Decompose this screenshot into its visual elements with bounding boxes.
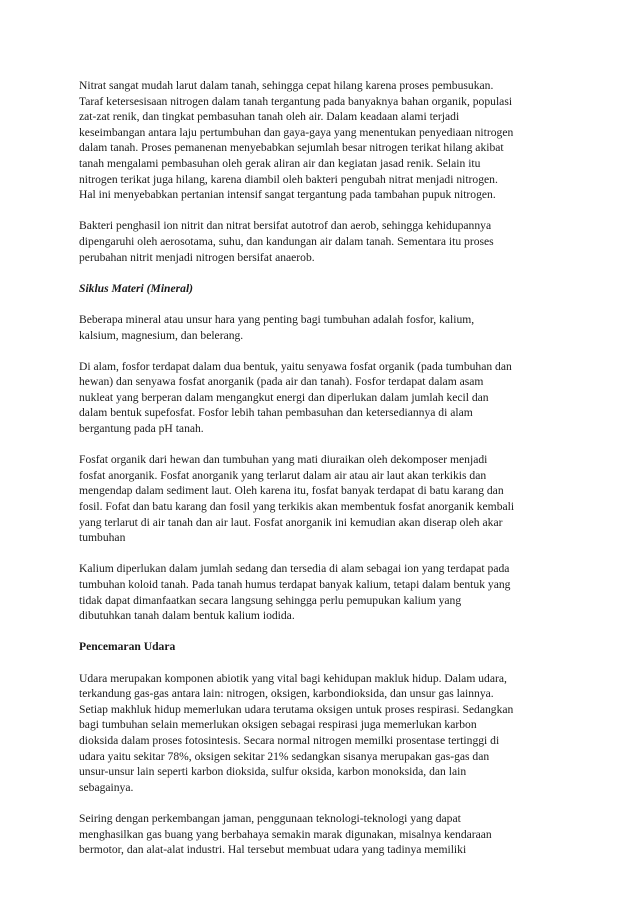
paragraph-nitrat: Nitrat sangat mudah larut dalam tanah, sehingga cepat hilang karena proses pembusukan. Taraf ketersesisaan nitrogen dalam tanah tergantung pada banyaknya bahan organik, populasi zat-zat renik, dan tingkat pembasuhan tanah oleh air. Dalam keadaan alami terjadi keseimbangan antara laju pertumbuhan dan gaya-gaya yang menentukan penyediaan nitrogen dalam tanah. Proses pemanenan menyebabkan sejumlah besar nitrogen terikat hilang akibat tanah mengalami pembasuhan oleh gerak aliran air dan kegiatan jasad renik. Selain itu nitrogen terikat juga hilang, karena diambil oleh bakteri pengubah nitrat menjadi nitrogen. Hal ini menyebabkan pertanian intensif sangat tergantung pada tambahan pupuk nitrogen. [79, 79, 514, 202]
paragraph-udara: Udara merupakan komponen abiotik yang vital bagi kehidupan makluk hidup. Dalam udara, terkandung gas-gas antara lain: nitrogen, oksigen, karbondioksida, dan unsur gas lainnya. Setiap makhluk hidup memerlukan udara terutama oksigen untuk proses respirasi. Sedangkan bagi tumbuhan selain memerlukan oksigen sebagai respirasi juga memerlukan karbon dioksida dalam proses fotosintesis. Secara normal nitrogen memilki prosentase tertinggi di udara yaitu sekitar 78%, oksigen sekitar 21% sedangkan sisanya merupakan gas-gas dan unsur-unsur lain seperti karbon dioksida, sulfur oksida, karbon monoksida, dan lain sebagainya. [79, 671, 514, 794]
paragraph-fosfat-organik: Fosfat organik dari hewan dan tumbuhan yang mati diuraikan oleh dekomposer menjadi fosfat anorganik. Fosfat anorganik yang terlarut dalam air atau air laut akan terkikis dan mengendap dalam sediment laut. Oleh karena itu, fosfat banyak terdapat di batu karang dan fosil. Fofat dan batu karang dan fosil yang terkikis akan membentuk fosfat anorganik kembali yang terlarut di air tanah dan air laut. Fosfat anorganik ini kemudian akan diserap oleh akar tumbuhan [79, 453, 515, 545]
paragraph-bakteri: Bakteri penghasil ion nitrit dan nitrat bersifat autotrof dan aerob, sehingga kehidupannya dipengaruhi oleh aerosotama, suhu, dan kandungan air dalam tanah. Sementara itu proses perubahan nitrit menjadi nitrogen bersifat anaerob. [79, 219, 494, 264]
paragraph-mineral: Beberapa mineral atau unsur hara yang penting bagi tumbuhan adalah fosfor, kalium, kalsium, magnesium, dan belerang. [79, 312, 475, 342]
heading-pencemaran-udara: Pencemaran Udara [79, 640, 176, 654]
paragraph-fosfor: Di alam, fosfor terdapat dalam dua bentuk, yaitu senyawa fosfat organik (pada tumbuhan dan hewan) dan senyawa fosfat anorganik (pada air dan tanah). Fosfor terdapat dalam asam nukleat yang berperan dalam mengangkut energi dan diperlukan dalam jumlah kecil dan dalam bentuk supefosfat. Fosfor lebih tahan pembasuhan dan ketersediannya di alam bergantung pada pH tanah. [79, 359, 512, 436]
paragraph-teknologi: Seiring dengan perkembangan jaman, penggunaan teknologi-teknologi yang dapat menghasilkan gas buang yang berbahaya semakin marak digunakan, misalnya kendaraan bermotor, dan alat-alat industri. Hal tersebut membuat udara yang tadinya memiliki [79, 811, 492, 857]
paragraph-kalium: Kalium diperlukan dalam jumlah sedang dan tersedia di alam sebagai ion yang terdapat pada tumbuhan koloid tanah. Pada tanah humus terdapat banyak kalium, tetapi dalam bentuk yang tidak dapat dimanfaatkan secara langsung sehingga perlu pemupukan kalium yang dibutuhkan tanah dalam bentuk kalium iodida. [79, 562, 511, 623]
document-page [79, 78, 565, 873]
heading-siklus-materi: Siklus Materi (Mineral) [79, 281, 194, 295]
